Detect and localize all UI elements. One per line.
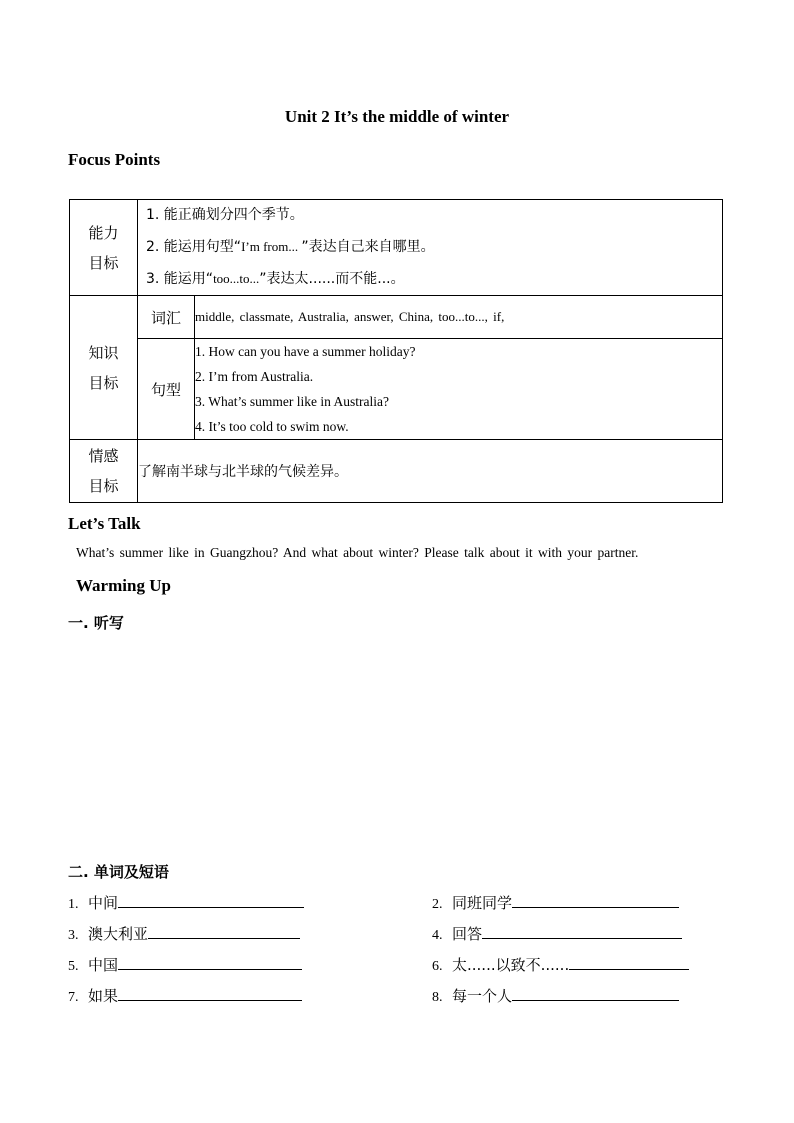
exercise-number: 3.	[68, 928, 79, 943]
ability-item	[138, 263, 722, 295]
exercise-word: 每一个人	[452, 987, 513, 1005]
exercise-item	[68, 923, 300, 944]
exercise-item	[68, 954, 302, 975]
knowledge-label-line2: 目标	[88, 373, 119, 392]
vocab-list: middle, classmate, Australia, answer, China, too...to..., if,	[195, 296, 723, 339]
answer-blank[interactable]	[148, 924, 300, 939]
exercise-word: 澳大利亚	[88, 925, 149, 943]
exercise-word: 回答	[452, 925, 483, 943]
ability-item-text: ”表达太......而不能...。	[259, 271, 405, 287]
exercise-item	[68, 985, 302, 1006]
exercise-number: 2.	[432, 897, 443, 912]
ability-item-text: 3. 能运用“	[146, 271, 214, 287]
knowledge-label-line1: 知识	[88, 343, 119, 362]
exercise-number: 8.	[432, 990, 443, 1005]
ability-item-text: 1. 能正确划分四个季节。	[146, 207, 304, 223]
ability-content	[138, 200, 723, 296]
answer-blank[interactable]	[118, 955, 302, 970]
exercise-item	[432, 892, 679, 913]
ability-label	[70, 200, 138, 296]
exercise-number: 5.	[68, 959, 79, 974]
table-row	[70, 296, 723, 339]
lets-talk-text: What’s summer like in Guangzhou? And what about winter? Please talk about it with your partner.	[76, 545, 639, 560]
exercise-word: 中国	[88, 956, 119, 974]
ability-item	[138, 200, 722, 231]
table-row	[70, 339, 723, 440]
exercise-word: 中间	[88, 894, 119, 912]
knowledge-label	[70, 296, 138, 440]
ability-item	[138, 231, 722, 263]
page-title: Unit 2 It’s the middle of winter	[284, 107, 510, 126]
vocab-label: 词汇	[138, 296, 195, 339]
sentence-list	[195, 339, 723, 440]
exercise-word: 太......以致不......	[452, 956, 570, 974]
ability-item-text: 2. 能运用句型“	[146, 239, 242, 255]
ability-item-latin: I’m from...	[241, 239, 302, 254]
exercise-number: 1.	[68, 897, 79, 912]
emotion-label	[70, 440, 138, 503]
emotion-label-line2: 目标	[88, 477, 119, 495]
sentence-item: 1. How can you have a summer holiday?	[195, 344, 416, 359]
answer-blank[interactable]	[512, 893, 679, 908]
ability-item-text: ”表达自己来自哪里。	[301, 239, 435, 255]
exercise-number: 7.	[68, 990, 79, 1005]
exercise-number: 6.	[432, 959, 443, 974]
answer-blank[interactable]	[569, 955, 689, 970]
vocabulary-heading: 二. 单词及短语	[68, 863, 169, 881]
exercise-item	[432, 954, 689, 975]
warming-up-heading: Warming Up	[76, 576, 171, 595]
answer-blank[interactable]	[118, 893, 304, 908]
sentence-item: 2. I’m from Australia.	[195, 369, 314, 384]
dictation-heading: 一. 听写	[68, 614, 124, 632]
ability-label-line2: 目标	[88, 253, 119, 272]
lets-talk-heading: Let’s Talk	[68, 514, 141, 533]
table-row	[70, 200, 723, 296]
sentence-item: 3. What’s summer like in Australia?	[195, 394, 389, 409]
emotion-content: 了解南半球与北半球的气候差异。	[138, 440, 723, 503]
focus-points-heading: Focus Points	[68, 150, 161, 169]
exercise-item	[432, 923, 682, 944]
exercise-item	[68, 892, 304, 913]
exercise-word: 如果	[88, 987, 119, 1005]
exercise-number: 4.	[432, 928, 443, 943]
sentence-item: 4. It’s too cold to swim now.	[195, 419, 349, 434]
ability-label-line1: 能力	[88, 223, 119, 242]
answer-blank[interactable]	[482, 924, 682, 939]
table-row	[70, 440, 723, 503]
answer-blank[interactable]	[118, 986, 302, 1001]
goals-table	[69, 199, 723, 503]
sentence-label: 句型	[138, 339, 195, 440]
emotion-label-line1: 情感	[88, 447, 119, 465]
answer-blank[interactable]	[512, 986, 679, 1001]
exercise-word: 同班同学	[452, 894, 513, 912]
ability-item-latin: too...to...	[213, 271, 260, 286]
exercise-item	[432, 985, 679, 1006]
